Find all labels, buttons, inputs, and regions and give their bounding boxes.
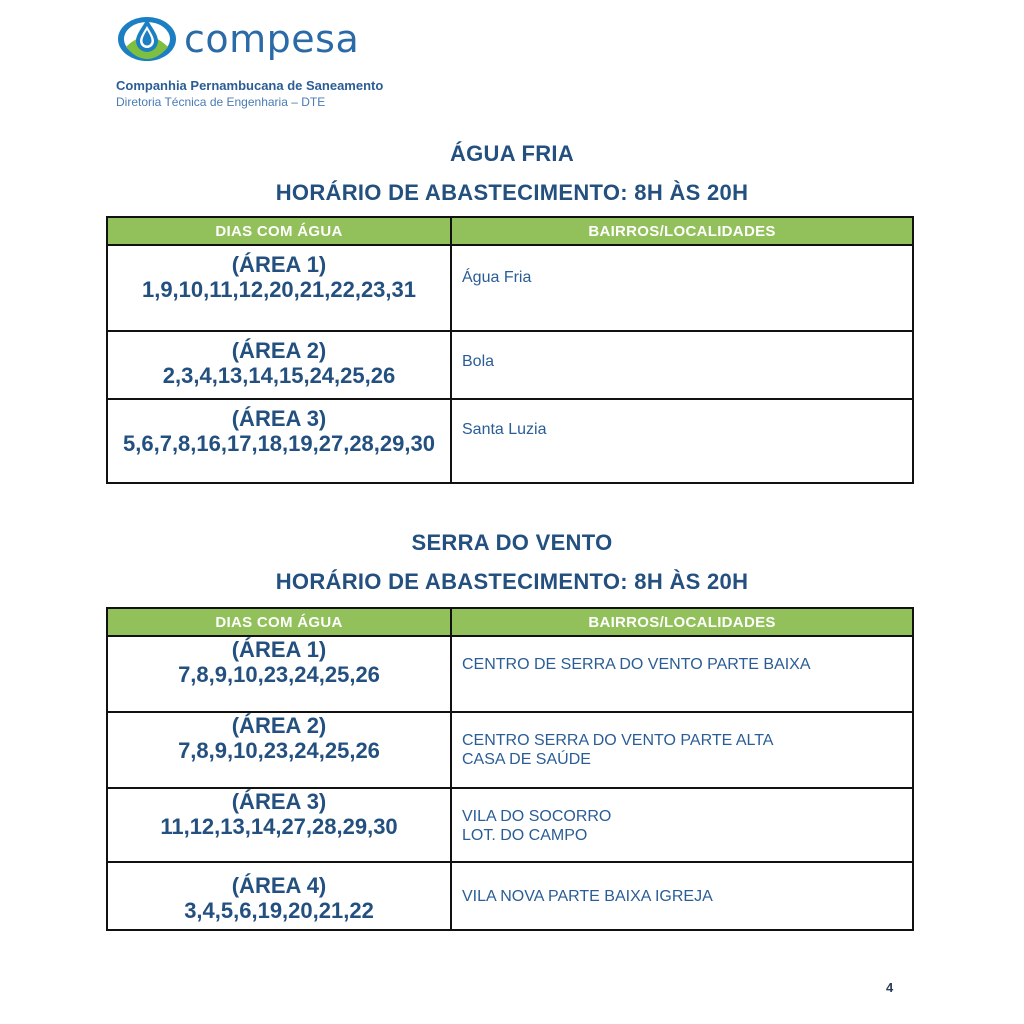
table-row — [107, 788, 913, 862]
supply-schedule-agua-fria: HORÁRIO DE ABASTECIMENTO: 8H ÀS 20H — [275, 180, 749, 205]
area-label: (ÁREA 4) — [231, 873, 327, 898]
area-label: (ÁREA 3) — [231, 406, 327, 431]
table-row — [107, 862, 913, 930]
location-line: CENTRO DE SERRA DO VENTO PARTE BAIXA — [462, 656, 811, 673]
section-title-agua-fria: ÁGUA FRIA — [449, 141, 575, 166]
days-cell — [107, 862, 451, 930]
area-days: 11,12,13,14,27,28,29,30 — [160, 814, 398, 839]
table-row — [107, 712, 913, 788]
table-row — [107, 636, 913, 712]
location-line: CASA DE SAÚDE — [462, 751, 591, 768]
location-cell — [451, 331, 913, 399]
area-days: 1,9,10,11,12,20,21,22,23,31 — [141, 277, 417, 302]
area-days: 2,3,4,13,14,15,24,25,26 — [162, 363, 396, 388]
schedule-table-agua-fria — [106, 216, 914, 484]
location-line: VILA DO SOCORRO — [462, 808, 612, 825]
organization-name: Companhia Pernambucana de Saneamento — [116, 78, 384, 93]
area-label: (ÁREA 1) — [231, 637, 327, 662]
location-line: CENTRO SERRA DO VENTO PARTE ALTA — [462, 732, 774, 749]
table-row — [107, 399, 913, 483]
table-row — [107, 331, 913, 399]
area-days: 7,8,9,10,23,24,25,26 — [178, 662, 380, 687]
area-days: 3,4,5,6,19,20,21,22 — [184, 898, 374, 923]
area-label: (ÁREA 2) — [231, 713, 327, 738]
column-header-days: DIAS COM ÁGUA — [107, 608, 451, 636]
area-days: 7,8,9,10,23,24,25,26 — [178, 738, 380, 763]
days-cell — [107, 399, 451, 483]
column-header-locations: BAIRROS/LOCALIDADES — [451, 608, 913, 636]
table-row — [107, 245, 913, 331]
area-days: 5,6,7,8,16,17,18,19,27,28,29,30 — [123, 431, 435, 456]
location-cell — [451, 245, 913, 331]
compesa-logo — [116, 14, 359, 64]
page-number: 4 — [886, 980, 894, 995]
area-label: (ÁREA 2) — [231, 338, 327, 363]
location-cell — [451, 712, 913, 788]
days-cell — [107, 245, 451, 331]
area-label: (ÁREA 1) — [231, 252, 327, 277]
days-cell — [107, 712, 451, 788]
column-header-locations: BAIRROS/LOCALIDADES — [451, 217, 913, 245]
days-cell — [107, 331, 451, 399]
location-cell — [451, 399, 913, 483]
days-cell — [107, 788, 451, 862]
supply-schedule-serra-do-vento: HORÁRIO DE ABASTECIMENTO: 8H ÀS 20H — [275, 569, 749, 594]
water-drop-logo-icon — [116, 14, 178, 64]
table-header-row — [107, 608, 913, 636]
organization-department: Diretoria Técnica de Engenharia – DTE — [116, 95, 326, 109]
location-line: LOT. DO CAMPO — [462, 827, 588, 844]
schedule-table-serra-do-vento — [106, 607, 914, 931]
column-header-days: DIAS COM ÁGUA — [107, 217, 451, 245]
area-label: (ÁREA 3) — [231, 789, 327, 814]
location-line: Santa Luzia — [462, 421, 547, 438]
location-cell — [451, 636, 913, 712]
logo-wordmark: compesa — [184, 17, 360, 61]
location-line: VILA NOVA PARTE BAIXA IGREJA — [462, 888, 713, 905]
location-cell — [451, 862, 913, 930]
location-line: Bola — [462, 353, 495, 370]
table-header-row — [107, 217, 913, 245]
days-cell — [107, 636, 451, 712]
section-title-serra-do-vento: SERRA DO VENTO — [411, 530, 613, 555]
location-cell — [451, 788, 913, 862]
location-line: Água Fria — [462, 269, 532, 286]
